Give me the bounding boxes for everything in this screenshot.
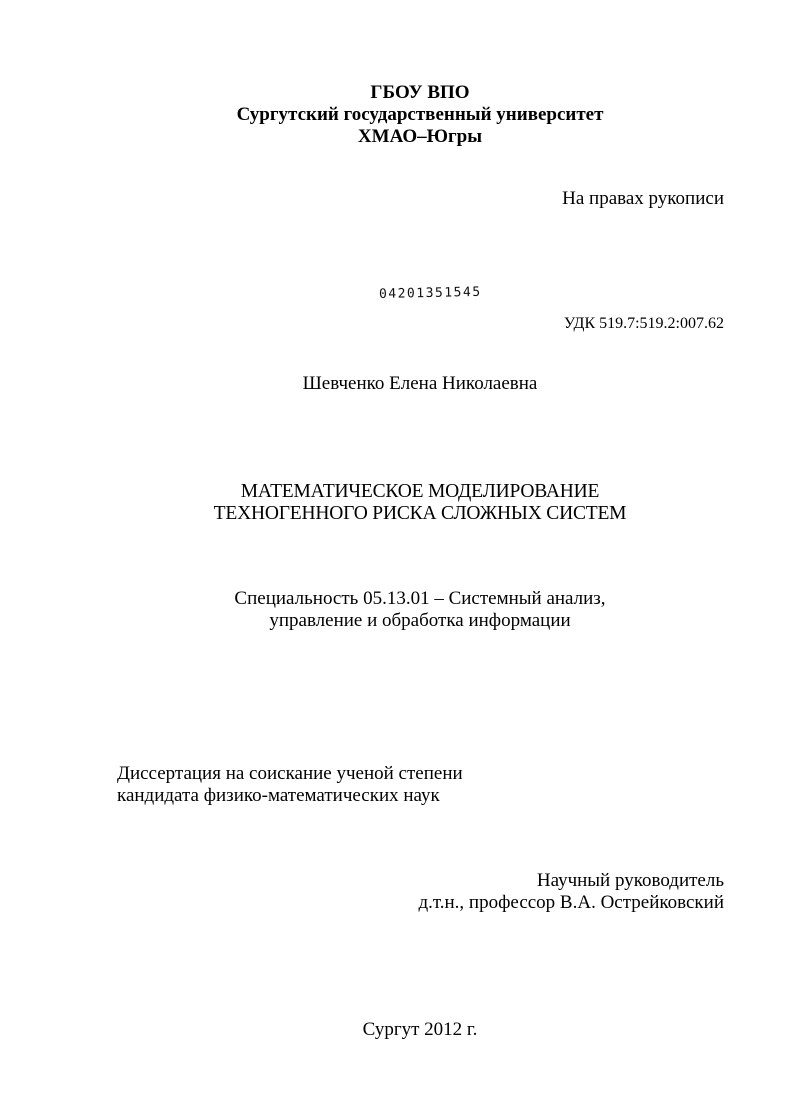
dissertation-line2: кандидата физико-математических наук (117, 785, 440, 806)
supervisor-line2: д.т.н., профессор В.А. Острейковский (418, 892, 724, 913)
udc-code: УДК 519.7:519.2:007.62 (563, 315, 724, 332)
org-name-line2: Сургутский государственный университет (236, 104, 604, 125)
supervisor-line1: Научный руководитель (536, 870, 724, 891)
place-year: Сургут 2012 г. (362, 1019, 478, 1040)
title-line2: ТЕХНОГЕННОГО РИСКА СЛОЖНЫХ СИСТЕМ (213, 503, 627, 524)
dissertation-line1: Диссертация на соискание ученой степени (117, 763, 463, 784)
org-name-line1: ГБОУ ВПО (370, 82, 470, 103)
org-name-line3: ХМАО–Югры (357, 126, 483, 147)
specialty-line2: управление и обработка информации (269, 610, 571, 631)
author-name: Шевченко Елена Николаевна (302, 373, 538, 394)
rights-note: На правах рукописи (562, 188, 724, 209)
registration-number-stamp: 04201351545 (378, 284, 482, 302)
title-line1: МАТЕМАТИЧЕСКОЕ МОДЕЛИРОВАНИЕ (240, 481, 600, 502)
specialty-line1: Специальность 05.13.01 – Системный анализ, (234, 588, 606, 609)
